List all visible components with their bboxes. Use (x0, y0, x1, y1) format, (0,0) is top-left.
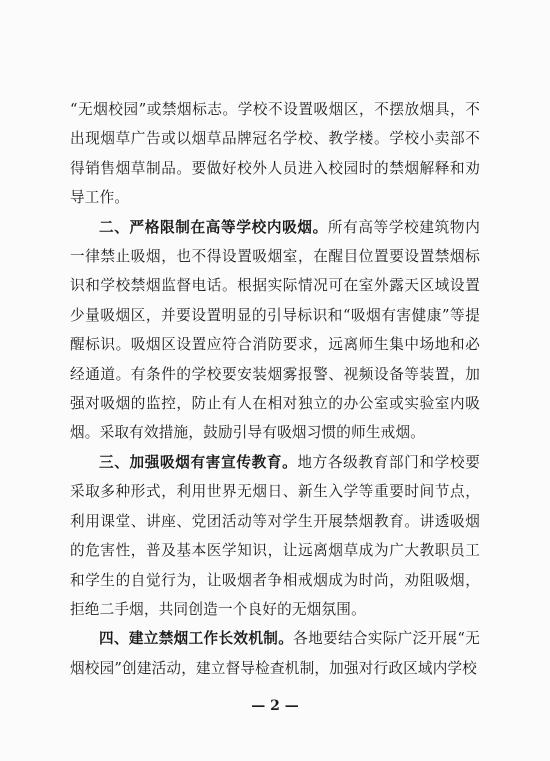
page-number: — 2 — (251, 698, 299, 714)
document-body (70, 95, 480, 683)
paragraph-continuation (70, 95, 480, 213)
section-heading: 二、严格限制在高等学校内吸烟。 (99, 218, 328, 236)
paragraph-text: “无烟校园”或禁烟标志。学校不设置吸烟区，不摆放烟具，不出现烟草广告或以烟草品牌冠名学校、教学楼。学校小卖部不得销售烟草制品。要做好校外人员进入校园时的禁烟解释和劝导工作。 (70, 101, 480, 207)
paragraph-text: 地方各级教育部门和学校要采取多种形式，利用世界无烟日、新生入学等重要时间节点，利用课堂、讲座、党团活动等对学生开展禁烟教育。讲透吸烟的危害性，普及基本医学知识，让远离烟草成为广大教职员工和学生的自觉行为，让吸烟者争相戒烟成为时尚，劝阻吸烟，拒绝二手烟，共同创造一个良好的无烟氛围。 (70, 453, 480, 618)
section-heading: 三、加强吸烟有害宣传教育。 (99, 453, 298, 471)
paragraph-section-4 (70, 624, 480, 683)
paragraph-section-2 (70, 213, 480, 448)
section-heading: 四、建立禁烟工作长效机制。 (99, 630, 294, 648)
paragraph-section-3 (70, 448, 480, 624)
paragraph-text: 各地要结合实际广泛开展“无烟校园”创建活动，建立督导检查机制，加强对行政区域内学校 (70, 630, 480, 677)
paragraph-text: 所有高等学校建筑物内一律禁止吸烟，也不得设置吸烟室，在醒目位置要设置禁烟标识和学校禁烟监督电话。根据实际情况可在室外露天区域设置少量吸烟区，并要设置明显的引导标识和“吸烟有害健康”等提醒标识。吸烟区设置应符合消防要求，远离师生集中场地和必经通道。有条件的学校要安装烟雾报警、视频设备等装置，加强对吸烟的监控，防止有人在相对独立的办公室或实验室内吸烟。采取有效措施，鼓励引导有吸烟习惯的师生戒烟。 (70, 218, 480, 442)
